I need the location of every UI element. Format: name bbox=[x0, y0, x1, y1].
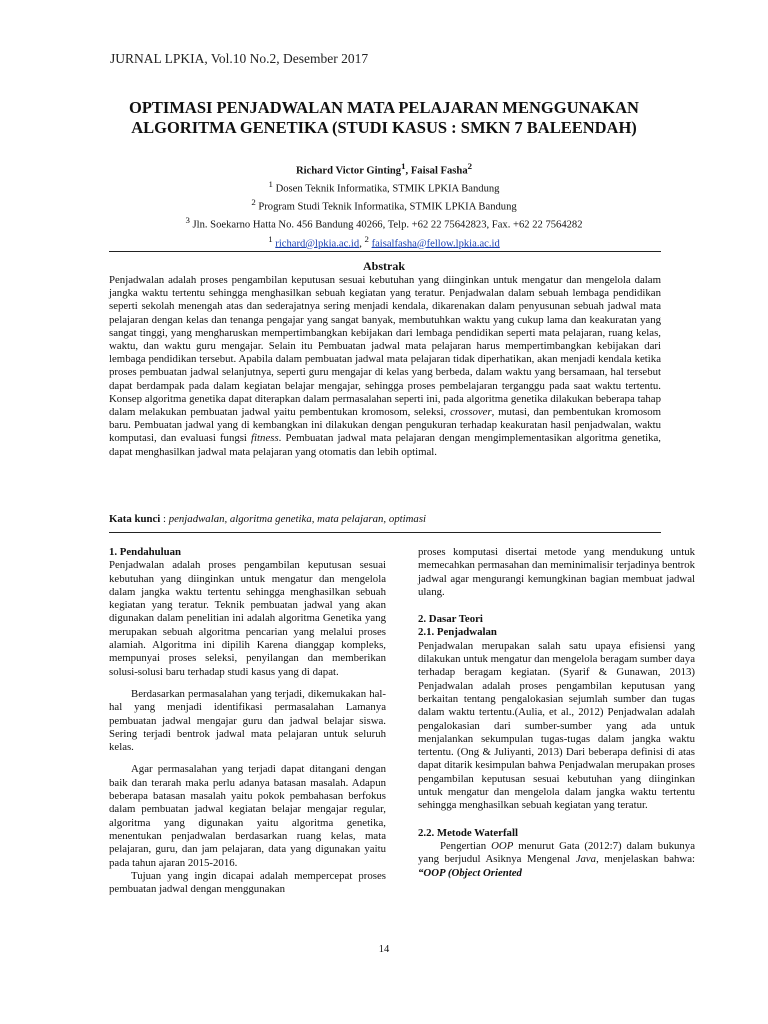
abstract-crossover: crossover bbox=[450, 406, 492, 419]
page-number: 14 bbox=[378, 944, 390, 955]
affiliation-3-sup: 3 bbox=[185, 215, 190, 226]
email-link-1[interactable]: richard@lpkia.ac.id bbox=[275, 238, 360, 250]
right-paragraph-2-1: Penjadwalan merupakan salah satu upaya efisiensi yang dilakukan untuk mengatur dan mengelola beragam sumber daya terhadap beragam kegiatan. (Syarif & Gunawan, 2013) Penjadwalan adalah proses pengambilan keputusan yang berkaitan tentang pengalokasian sejumlah sumber dan tugas dalam waktu tertentu.(Aulia, et al., 2012) Penjadwalan adalah pengalokasian dari sumber-sumber yang ada untuk menjalankan sekumpulan tugas-tugas dalam jangka waktu tertentu. (Ong & Juliyanti, 2013) Dari beberapa definisi di atas dapat ditarik kesimpulan bahwa Penjadwalan merupakan proses pengambilan keputusan sesuai kebutuhan yang diinginkan untuk mengatur dan mengelola dalam jangka waktu tertentu sehingga menghasilkan sebuah kegiatan yang teratur. bbox=[418, 639, 695, 812]
keywords-separator: : bbox=[160, 513, 169, 525]
author-block bbox=[90, 160, 678, 251]
left-paragraph-1: Penjadwalan adalah proses pengambilan keputusan sesuai kebutuhan yang diinginkan untuk mengatur dan mengelola dalam jangka waktu tertentu sehingga menghasilkan sebuah kegiatan yang teratur. Teknik pembuatan jadwal yang akan digunakan dalam penelitian ini adalah algoritma Genetika yang merupakan sebuah algoritma pencarian yang melalui proses alamiah. Algoritma ini dipilih Karena dianggap kompleks, mempunyai proses seleksi, penyilangan dan memberikan solusi-solusi baru terhadap studi kasus yang di dapat. bbox=[109, 559, 386, 678]
keywords-text: penjadwalan, algoritma genetika, mata pelajaran, optimasi bbox=[168, 513, 427, 525]
affiliation-1 bbox=[90, 178, 678, 196]
keywords-label: Kata kunci bbox=[109, 513, 161, 525]
affiliation-3-text: Jln. Soekarno Hatta No. 456 Bandung 40266, Telp. +62 22 75642823, Fax. +62 22 7564282 bbox=[189, 219, 583, 231]
p22-text-c: , menjelaskan bahwa: bbox=[596, 853, 695, 866]
right-column bbox=[418, 546, 695, 880]
affiliation-2 bbox=[90, 196, 678, 214]
author-names bbox=[90, 160, 678, 178]
p22-java: Java bbox=[575, 853, 597, 866]
right-paragraph-2-2 bbox=[418, 840, 695, 880]
abstract-fitness: fitness bbox=[251, 432, 279, 445]
section-2-2-heading: 2.2. Metode Waterfall bbox=[418, 826, 518, 839]
left-paragraph-4: Tujuan yang ingin dicapai adalah mempercepat proses pembuatan jadwal dengan menggunakan bbox=[109, 869, 386, 896]
abstract-heading: Abstrak bbox=[362, 259, 405, 273]
affiliation-1-sup: 1 bbox=[268, 179, 273, 190]
rule-above-abstract bbox=[109, 251, 661, 252]
affiliation-2-sup: 2 bbox=[251, 197, 256, 208]
abstract-text-b: , mutasi, dan pembentukan kromosom baru. Pembuatan jadwal yang di kembangkan ini dilakukan dengan pengukuran terhadap keakuratan hasil penjadwalan, waktu komputasi, dan evaluasi fungsi bbox=[109, 406, 661, 445]
author-2-sup: 2 bbox=[467, 161, 473, 171]
email-separator: , bbox=[359, 238, 365, 250]
email-2-sup: 2 bbox=[364, 233, 369, 244]
email-1-sup: 1 bbox=[268, 233, 273, 244]
rule-below-keywords bbox=[109, 532, 661, 533]
author-1-sup: 1 bbox=[401, 161, 406, 171]
p22-text-a: Pengertian bbox=[440, 839, 492, 852]
section-1-heading: 1. Pendahuluan bbox=[109, 546, 182, 558]
title-line-1: OPTIMASI PENJADWALAN MATA PELAJARAN MENGGUNAKAN bbox=[129, 98, 639, 117]
section-2-heading: 2. Dasar Teori bbox=[418, 613, 483, 626]
abstract-text-a: Penjadwalan adalah proses pengambilan keputusan sesuai kebutuhan yang diinginkan untuk mengatur dan mengelola dalam jangka waktu tertentu sehingga menghasilkan sebuah kegiatan yang teratur. Penjadwalan dalam sebuah lembaga pendidikan seperti sekolah menengah atas dan sederajatnya sering menjadi kendala, dikarenakan dalam penyusunan sebuah jadwal mata pelajaran dengan kelas dan tenanga pengajar yang sangat banyak, membutuhkan waktu yang cukup lama dan keakuratan yang sangat tinggi, yang mengharuskan mempertimbangkan kebijakan dari lembaga pendidikan seperti mata pelajaran, ruang kelas, waktu, dan waktu guru mengajar. Selain itu Pembuatan jadwal mata pelajaran harus mempertimbangkan kebijakan dari lembaga pendidikan tersebut. Apabila dalam pembuatan jadwal mata pelajaran tidak diperhatikan, akan menjadi kendala ketika proses pembuatan jadwal selanjutnya, seperti guru mengajar di kelas yang berbeda, dalam waktu yang bersamaan, hal tersebut dapat berdampak pada dalam kegiatan belajar mengajar, sehingga proses pembelajaran terganggu pada saat waktu tertentu. Konsep algoritma genetika dapat diterapkan dalam permasalahan seperti ini, pada algoritma genetika dilakukan beberapa tahap dalam melakukan pembuatan jadwal yaitu pembentukan kromosom, seleksi, bbox=[109, 274, 661, 419]
left-paragraph-2: Berdasarkan permasalahan yang terjadi, dikemukakan hal-hal yang menjadi identifikasi permasalahan Lamanya pembuatan jadwal mengajar guru dan jadwal belajar siswa. Sering terjadi bentrok jadwal mata pelajaran untuk seluruh kelas. bbox=[109, 687, 386, 754]
author-separator: , bbox=[405, 165, 411, 177]
section-2-1-heading: 2.1. Penjadwalan bbox=[418, 626, 497, 639]
affiliation-2-text: Program Studi Teknik Informatika, STMIK LPKIA Bandung bbox=[255, 201, 517, 213]
author-1: Richard Victor Ginting bbox=[295, 165, 402, 177]
abstract-body bbox=[109, 274, 661, 459]
author-2: Faisal Fasha bbox=[410, 165, 468, 177]
p22-quote: “OOP (Object Oriented bbox=[418, 866, 522, 879]
keywords-line bbox=[109, 513, 661, 525]
journal-header: JURNAL LPKIA, Vol.10 No.2, Desember 2017 bbox=[110, 51, 369, 66]
email-link-2[interactable]: faisalfasha@fellow.lpkia.ac.id bbox=[371, 238, 500, 250]
right-paragraph-0: proses komputasi disertai metode yang mendukung untuk memecahkan permasahan dan meminimalisir terjadinya bentrok jadwal agar mengurangi kemungkinan bagian membuat jadwal ulang. bbox=[418, 546, 695, 598]
left-column bbox=[109, 546, 386, 896]
paper-title bbox=[90, 98, 678, 138]
email-line bbox=[90, 233, 678, 251]
p22-text-b: menurut Gata (2012:7) dalam bukunya yang berjudul Asiknya Mengenal bbox=[418, 839, 695, 866]
title-line-2: ALGORITMA GENETIKA (STUDI KASUS : SMKN 7 BALEENDAH) bbox=[131, 118, 637, 137]
left-paragraph-3: Agar permasalahan yang terjadi dapat ditangani dengan baik dan terarah maka perlu adanya batasan masalah. Adapun beberapa batasan masalah yaitu pokok pembahasan berfokus dalam pembuatan jadwal kegiatan belajar mengajar regular, algoritma yang digunakan yaitu algoritma genetika, menentukan penjadwalan berdasarkan ruang kelas, mata pelajaran, guru, dan jam pelajaran, data yang digunakan yaitu pada tahun ajaran 2015-2016. bbox=[109, 763, 386, 869]
abstract-text-c: . Pembuatan jadwal mata pelajaran dengan mengimplementasikan algoritma genetika, dapat menghasilkan jadwal mata pelajaran yang otomatis dan lebih optimal. bbox=[109, 432, 661, 458]
p22-oop: OOP bbox=[491, 839, 514, 852]
affiliation-1-text: Dosen Teknik Informatika, STMIK LPKIA Bandung bbox=[272, 183, 500, 195]
affiliation-3 bbox=[90, 214, 678, 232]
